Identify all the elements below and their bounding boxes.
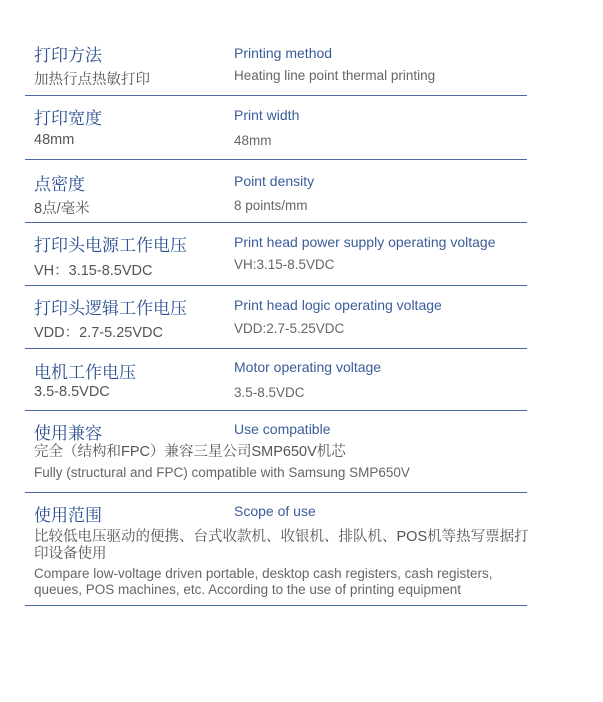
spec-value-cn: 完全（结构和FPC）兼容三星公司SMP650V机芯 bbox=[34, 444, 346, 460]
spec-value-cn: VH：3.15-8.5VDC bbox=[34, 263, 153, 279]
spec-title-cn: 打印头电源工作电压 bbox=[34, 236, 187, 255]
spec-value-en: VDD:2.7-5.25VDC bbox=[234, 321, 345, 336]
spec-value-en: 3.5-8.5VDC bbox=[234, 385, 305, 400]
spec-title-en: Printing method bbox=[234, 45, 333, 61]
spec-title-cn: 使用兼容 bbox=[34, 424, 102, 443]
spec-value-en: 8 points/mm bbox=[234, 198, 308, 213]
spec-value-cn: 3.5-8.5VDC bbox=[34, 384, 110, 400]
spec-value-en: Heating line point thermal printing bbox=[234, 68, 436, 83]
spec-title-en: Scope of use bbox=[234, 503, 316, 519]
spec-title-cn: 电机工作电压 bbox=[34, 363, 136, 382]
spec-title-en: Motor operating voltage bbox=[234, 359, 382, 375]
spec-value-en: VH:3.15-8.5VDC bbox=[234, 257, 335, 272]
spec-value-cn: 8点/毫米 bbox=[34, 201, 90, 217]
spec-row-scope-of-use bbox=[25, 493, 527, 606]
spec-value-cn: 比较低电压驱动的便携、台式收款机、收银机、排队机、POS机等热写票据打印设备使用 bbox=[34, 529, 529, 562]
spec-value-cn: VDD：2.7-5.25VDC bbox=[34, 325, 163, 341]
spec-value-en: Compare low-voltage driven portable, desktop cash registers, cash registers, queues, POS machines, etc. According to the use of printing equipment bbox=[34, 566, 493, 597]
spec-title-cn: 打印宽度 bbox=[34, 109, 102, 128]
spec-title-cn: 打印方法 bbox=[34, 46, 102, 65]
spec-row-head-logic-voltage bbox=[25, 286, 527, 349]
spec-title-en: Print width bbox=[234, 107, 300, 123]
spec-value-cn: 加热行点热敏打印 bbox=[34, 72, 150, 88]
spec-row-compatibility bbox=[25, 411, 527, 493]
spec-title-en: Use compatible bbox=[234, 421, 331, 437]
spec-value-en: 48mm bbox=[234, 133, 272, 148]
spec-title-cn: 使用范围 bbox=[34, 506, 102, 525]
spec-value-en: Fully (structural and FPC) compatible with Samsung SMP650V bbox=[34, 465, 410, 480]
spec-title-cn: 点密度 bbox=[34, 175, 85, 194]
spec-title-en: Print head power supply operating voltage bbox=[234, 234, 496, 250]
spec-row-head-power-voltage bbox=[25, 223, 527, 286]
spec-title-en: Point density bbox=[234, 173, 315, 189]
spec-row-point-density bbox=[25, 160, 527, 223]
spec-title-en: Print head logic operating voltage bbox=[234, 297, 442, 313]
spec-row-print-width bbox=[25, 96, 527, 160]
spec-title-cn: 打印头逻辑工作电压 bbox=[34, 299, 187, 318]
spec-value-cn: 48mm bbox=[34, 132, 75, 148]
spec-row-motor-voltage bbox=[25, 349, 527, 411]
spec-row-printing-method bbox=[25, 30, 527, 96]
